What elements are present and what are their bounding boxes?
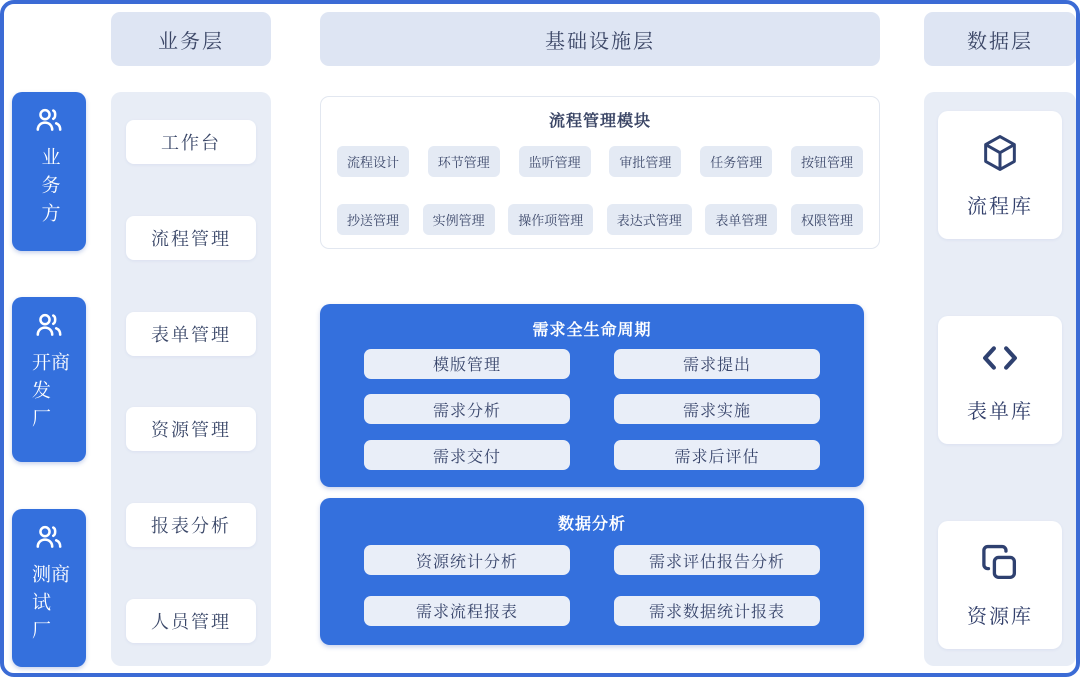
module-chip: 流程设计 [337,146,409,177]
team-icon [33,521,65,558]
cube-icon [979,132,1021,179]
module-chip: 操作项管理 [508,204,593,235]
actor-label: 测试厂商 [29,564,69,648]
lifecycle-chip: 需求交付 [364,440,570,470]
actor-dev-vendor [12,297,86,462]
process-module-title: 流程管理模块 [548,113,651,130]
data-layer-column [924,92,1076,666]
data-card-label: 资源库 [967,605,1033,628]
module-chip: 按钮管理 [791,146,863,177]
actor-test-vendor [12,509,86,667]
actor-label: 开发厂商 [29,352,69,436]
module-chip: 任务管理 [700,146,772,177]
module-chip: 监听管理 [519,146,591,177]
module-chip: 权限管理 [791,204,863,235]
business-card-workbench: 工作台 [126,120,256,164]
process-module-row2 [321,191,879,249]
module-chip: 审批管理 [609,146,681,177]
process-module-row1 [321,133,879,191]
business-card-form-mgmt: 表单管理 [126,312,256,356]
module-chip: 表达式管理 [607,204,692,235]
process-management-module [320,96,880,249]
team-icon [33,309,65,346]
business-card-report-analysis: 报表分析 [126,503,256,547]
module-chip: 表单管理 [705,204,777,235]
data-card-process-repo [938,111,1062,239]
data-analysis-grid [320,534,864,645]
business-card-process-mgmt: 流程管理 [126,216,256,260]
business-card-resource-mgmt: 资源管理 [126,407,256,451]
code-icon [979,337,1021,384]
demand-lifecycle-grid [320,340,864,487]
business-layer-header: 业务层 [111,12,271,66]
lifecycle-chip: 需求提出 [614,349,820,379]
module-chip: 环节管理 [428,146,500,177]
analysis-chip: 需求流程报表 [364,596,570,626]
actor-label: 业务方 [38,147,60,231]
analysis-chip: 资源统计分析 [364,545,570,575]
data-layer-header: 数据层 [924,12,1076,66]
data-card-label: 表单库 [967,400,1033,423]
lifecycle-chip: 模版管理 [364,349,570,379]
data-card-form-repo [938,316,1062,444]
demand-lifecycle-box [320,304,864,487]
team-icon [33,104,65,141]
actor-business-side [12,92,86,251]
infrastructure-layer-header: 基础设施层 [320,12,880,66]
module-chip: 抄送管理 [337,204,409,235]
business-layer-column [111,92,271,666]
module-chip: 实例管理 [423,204,495,235]
lifecycle-chip: 需求实施 [614,394,820,424]
demand-lifecycle-title: 需求全生命周期 [532,322,652,339]
data-card-label: 流程库 [967,195,1033,218]
lifecycle-chip: 需求后评估 [614,440,820,470]
data-analysis-title: 数据分析 [557,516,626,533]
analysis-chip: 需求评估报告分析 [614,545,820,575]
data-analysis-box [320,498,864,645]
analysis-chip: 需求数据统计报表 [614,596,820,626]
data-card-resource-repo [938,521,1062,649]
lifecycle-chip: 需求分析 [364,394,570,424]
copy-icon [979,542,1021,589]
business-card-personnel-mgmt: 人员管理 [126,599,256,643]
